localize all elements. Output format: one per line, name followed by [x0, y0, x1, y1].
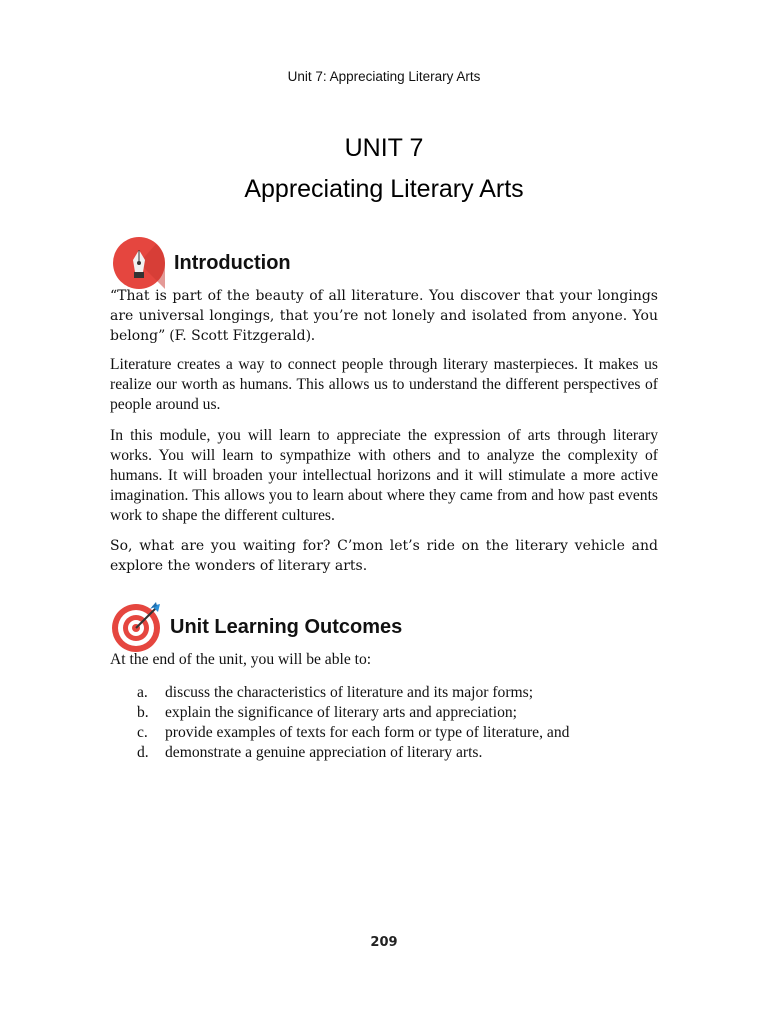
- list-marker: b.: [137, 704, 149, 721]
- paragraph: [110, 355, 658, 415]
- list-text: explain the significance of literary arts and appreciation;: [165, 704, 518, 721]
- list-text: discuss the characteristics of literature and its major forms;: [165, 684, 534, 701]
- paragraph-text: Literature creates a way to connect people through literary masterpieces. It makes us realize our worth as humans. This allows us to understand the different perspectives of people around us.: [110, 356, 658, 413]
- outcomes-title: Unit Learning Outcomes: [170, 615, 403, 638]
- list-item: [137, 723, 569, 743]
- unit-number: UNIT 7: [344, 134, 424, 162]
- introduction-title: Introduction: [174, 251, 291, 274]
- list-marker: a.: [137, 684, 148, 701]
- opening-quote: [110, 286, 658, 346]
- quote-text: “That is part of the beauty of all literature. You discover that your longings are universal longings, that you’re not lonely and isolated from anyone. You belong”: [110, 288, 658, 344]
- paragraph: [110, 426, 658, 526]
- list-item: [137, 743, 569, 763]
- quote-end: .: [311, 327, 315, 344]
- outcomes-heading: [110, 600, 402, 654]
- paragraph-text: In this module, you will learn to appreciate the expression of arts through literary works. You will learn to sympathize with others and to analyze the complexity of humans. It will broaden your intellectual horizons and it will stimulate a more active imagination. This allows you to learn about where they came from and how past events work to shape the different cultures.: [110, 427, 658, 524]
- running-header: Unit 7: Appreciating Literary Arts: [287, 69, 481, 84]
- fountain-pen-icon: [112, 236, 166, 290]
- unit-title: Appreciating Literary Arts: [244, 175, 524, 203]
- list-marker: c.: [137, 724, 148, 741]
- quote-attribution: (F. Scott Fitzgerald): [169, 328, 312, 344]
- outcomes-list: [137, 683, 569, 763]
- list-item: [137, 683, 569, 703]
- paragraph-text: So, what are you waiting for? C’mon let’s ride on the literary vehicle and explore the wonders of literary arts.: [110, 538, 658, 574]
- list-marker: d.: [137, 744, 149, 761]
- outcomes-intro: At the end of the unit, you will be able to:: [110, 651, 372, 668]
- list-text: provide examples of texts for each form or type of literature, and: [165, 724, 570, 741]
- list-item: [137, 703, 569, 723]
- list-text: demonstrate a genuine appreciation of literary arts.: [165, 744, 483, 761]
- target-icon: [110, 600, 164, 654]
- page-number: 209: [370, 935, 398, 950]
- introduction-heading: [112, 236, 291, 290]
- paragraph: [110, 536, 658, 576]
